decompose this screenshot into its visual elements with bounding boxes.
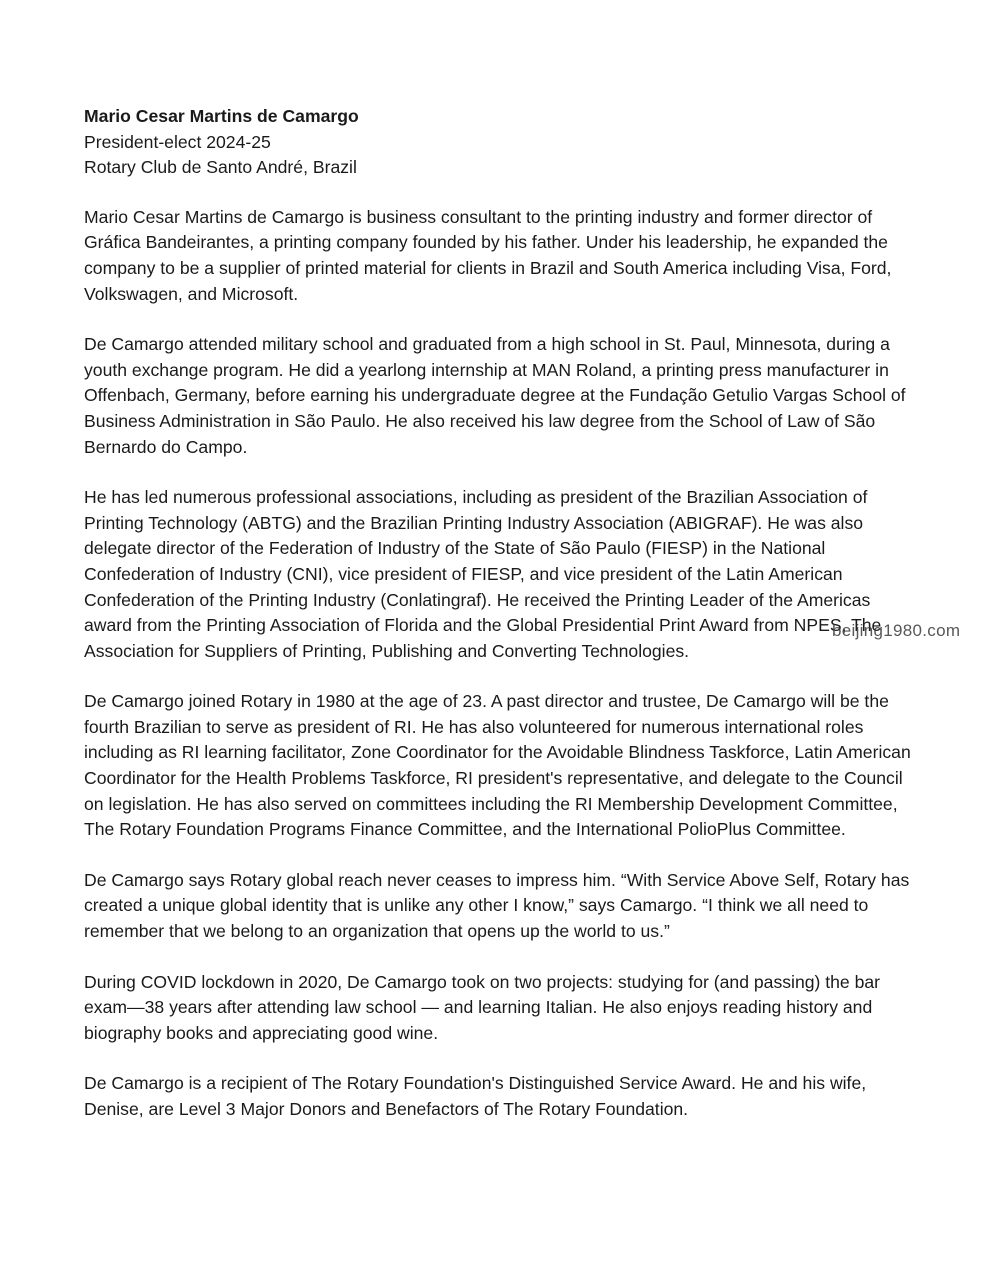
paragraph-quote: De Camargo says Rotary global reach never ceases to impress him. “With Service Above Self, Rotary has created a unique global identity that is unlike any other I know,” says Camargo. “I think we all need to remember that we belong to an organization that opens up the world to us.” [84, 869, 910, 942]
club-name: Rotary Club de Santo André, Brazil [84, 157, 357, 178]
paragraph-rotary-service: De Camargo joined Rotary in 1980 at the age of 23. A past director and trustee, De Camargo will be the fourth Brazilian to serve as president of RI. He has also volunteered for numerous international roles including as RI learning facilitator, Zone Coordinator for the Avoidable Blindness Taskforce, Latin American Coordinator for the Health Problems Taskforce, RI president's representative, and delegate to the Council on legislation. He has also served on committees including the RI Membership Development Committee, The Rotary Foundation Programs Finance Committee, and the International PolioPlus Committee. [84, 691, 911, 840]
paragraph-awards: De Camargo is a recipient of The Rotary Foundation's Distinguished Service Award. He and his wife, Denise, are Level 3 Major Donors and Benefactors of The Rotary Foundation. [84, 1073, 867, 1119]
paragraph-associations: He has led numerous professional associations, including as president of the Brazilian Association of Printing Technology (ABTG) and the Brazilian Printing Industry Association (ABIGRAF). He was also delegate director of the Federation of Industry of the State of São Paulo (FIESP) in the National Confederation of Industry (CNI), vice president of FIESP, and vice president of the Latin American Confederation of the Printing Industry (Conlatingraf). He received the Printing Leader of the Americas award from the Printing Association of Florida and the Global Presidential Print Award from NPES, The Association for Suppliers of Printing, Publishing and Converting Technologies. [84, 487, 882, 661]
person-title: President-elect 2024-25 [84, 131, 271, 152]
watermark-text: beijing1980.com [832, 621, 961, 640]
header-block [84, 104, 914, 181]
paragraph-education: De Camargo attended military school and graduated from a high school in St. Paul, Minnesota, during a youth exchange program. He did a yearlong internship at MAN Roland, a printing press manufacturer in Offenbach, Germany, before earning his undergraduate degree at the Fundação Getulio Vargas School of Business Administration in São Paulo. He also received his law degree from the School of Law of São Bernardo do Campo. [84, 334, 906, 457]
paragraph-career: Mario Cesar Martins de Camargo is business consultant to the printing industry and former director of Gráfica Bandeirantes, a printing company founded by his father. Under his leadership, he expanded the company to be a supplier of printed material for clients in Brazil and South America including Visa, Ford, Volkswagen, and Microsoft. [84, 206, 892, 304]
paragraph-covid-projects: During COVID lockdown in 2020, De Camargo took on two projects: studying for (and passing) the bar exam—38 years after attending law school — and learning Italian. He also enjoys reading history and biography books and appreciating good wine. [84, 971, 881, 1043]
document-body [84, 104, 914, 1148]
person-name: Mario Cesar Martins de Camargo [84, 106, 359, 126]
